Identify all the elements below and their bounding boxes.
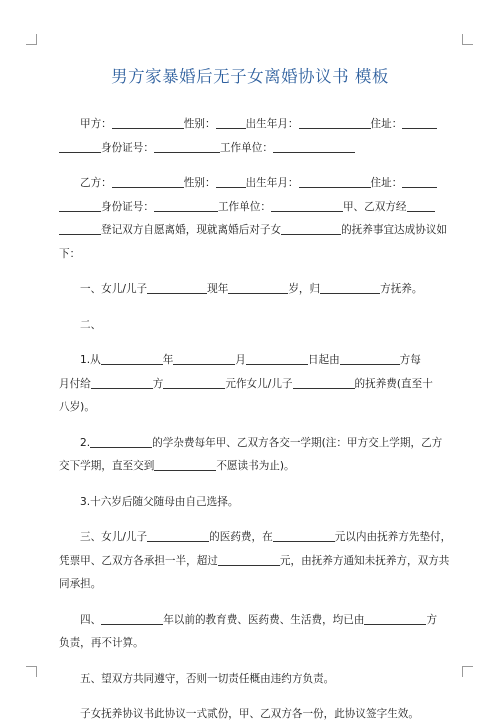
blank-field[interactable] (147, 281, 207, 294)
label-gender: 性别： (183, 177, 216, 189)
label-id: 身份证号： (101, 200, 154, 213)
blank-field[interactable] (273, 529, 335, 542)
agreement-text: 登记双方自愿离婚，现就离婚后对子女 (101, 224, 282, 236)
blank-field[interactable] (228, 281, 288, 294)
clause-text: 元作女儿/儿子 (225, 377, 293, 390)
blank-field[interactable] (218, 553, 280, 566)
label-gender: 性别： (183, 118, 216, 130)
clause-text: 岁，归 (288, 283, 321, 295)
blank-field[interactable] (112, 175, 184, 188)
clause-text: 1.从 (80, 354, 101, 366)
label-birth: 出生年月： (245, 118, 299, 130)
clause-2-2-cont (59, 455, 453, 479)
clause-3-cont (59, 550, 453, 574)
label-party-b: 乙方： (80, 177, 112, 189)
blank-field[interactable] (91, 376, 153, 389)
clause-text: 不愿读书为止)。 (216, 460, 295, 472)
blank-field[interactable] (154, 458, 216, 471)
blank-field[interactable] (407, 199, 435, 212)
blank-field[interactable] (216, 116, 246, 129)
clause-text: 2. (80, 436, 91, 449)
blank-field[interactable] (364, 612, 426, 625)
clause-text: 方抚养。 (380, 283, 423, 295)
blank-field[interactable] (59, 199, 101, 212)
clause-text: 四、 (80, 613, 102, 626)
clause-5: 五、望双方共同遵守，否则一切责任概由违约方负责。 (80, 672, 335, 685)
page-corner-mark (462, 666, 473, 677)
clause-text: 元，由抚养方通知未抚养方，双方共 (279, 554, 450, 567)
clause-text: 元以内由抚养方先垫付， (334, 531, 452, 543)
blank-field[interactable] (112, 116, 184, 129)
clause-text: 凭票甲、乙双方各承担一半，超过 (59, 554, 218, 567)
clause-text: 月 (235, 354, 246, 366)
label-address: 住址： (370, 177, 403, 189)
closing-statement: 子女抚养协议书此协议一式贰份，甲、乙双方各一份，此协议签字生效。 (80, 708, 419, 720)
blank-field[interactable] (402, 175, 437, 188)
party-a-line (59, 113, 453, 137)
blank-field[interactable] (320, 281, 380, 294)
blank-field[interactable] (281, 222, 341, 235)
clause-2-2 (59, 432, 453, 456)
page-corner-mark (26, 666, 37, 677)
clause-text: 现年 (207, 283, 229, 295)
label-party-a: 甲方： (80, 118, 112, 130)
clause-4 (59, 609, 453, 633)
blank-field[interactable] (293, 376, 355, 389)
blank-field[interactable] (59, 222, 101, 235)
clause-text: 日起由 (307, 354, 340, 366)
agreement-intro: 甲、乙双方经 (342, 200, 407, 213)
clause-text: 一、女儿/儿子 (80, 283, 148, 295)
clause-1 (59, 278, 453, 302)
clause-text: 的医药费，在 (209, 531, 273, 543)
clause-text: 方 (426, 613, 438, 626)
page-corner-mark (26, 34, 37, 45)
blank-field[interactable] (154, 199, 218, 212)
clause-3-end: 同承担。 (59, 578, 102, 590)
clause-2-3: 3.十六岁后随父随母由自己选择。 (80, 495, 239, 508)
clause-text: 三、女儿/儿子 (80, 531, 148, 543)
clause-2-1 (59, 349, 453, 373)
clause-text: 方每 (399, 354, 421, 366)
clause-text: 的学杂费每年甲、乙双方各交一学期(注：甲方交上学期，乙方 (152, 436, 443, 449)
label-birth: 出生年月： (245, 177, 299, 189)
clause-2-heading: 二、 (80, 318, 102, 331)
blank-field[interactable] (147, 529, 209, 542)
clause-text: 方 (152, 377, 164, 390)
blank-field[interactable] (271, 199, 343, 212)
document-body (59, 113, 453, 727)
page-corner-mark (462, 34, 473, 45)
agreement-text: 的抚养事宜达成协议如 (341, 224, 448, 236)
blank-field[interactable] (216, 175, 246, 188)
clause-2-1-end: 八岁)。 (59, 401, 95, 413)
clause-text: 交下学期，直至交到 (59, 460, 155, 472)
clause-text: 年以前的教育费、医药费、生活费，均已由 (163, 613, 365, 626)
blank-field[interactable] (154, 140, 220, 153)
label-work-unit: 工作单位： (219, 141, 273, 154)
blank-field[interactable] (299, 116, 371, 129)
blank-field[interactable] (163, 376, 225, 389)
agreement-line (59, 219, 453, 243)
blank-field[interactable] (246, 352, 308, 365)
agreement-line-end: 下： (59, 247, 81, 260)
clause-text: 的抚养费(直至十 (354, 377, 433, 390)
party-b-id-line (59, 196, 453, 220)
label-id: 身份证号： (101, 141, 154, 154)
party-b-line (59, 172, 453, 196)
clause-4-end: 负责，再不计算。 (59, 637, 144, 649)
clause-2-1-cont (59, 373, 453, 397)
blank-field[interactable] (340, 352, 400, 365)
document-title: 男方家暴婚后无子女离婚协议书 模板 (111, 67, 389, 86)
blank-field[interactable] (173, 352, 235, 365)
party-a-id-line (59, 137, 453, 161)
blank-field[interactable] (299, 175, 371, 188)
blank-field[interactable] (101, 352, 163, 365)
blank-field[interactable] (90, 435, 152, 448)
clause-text: 年 (162, 354, 174, 366)
label-work-unit: 工作单位： (217, 200, 271, 213)
blank-field[interactable] (59, 140, 101, 153)
blank-field[interactable] (402, 116, 437, 129)
clause-3 (59, 526, 453, 550)
clause-text: 月付给 (59, 377, 91, 390)
blank-field[interactable] (273, 140, 355, 153)
label-address: 住址： (370, 118, 403, 130)
blank-field[interactable] (101, 612, 163, 625)
